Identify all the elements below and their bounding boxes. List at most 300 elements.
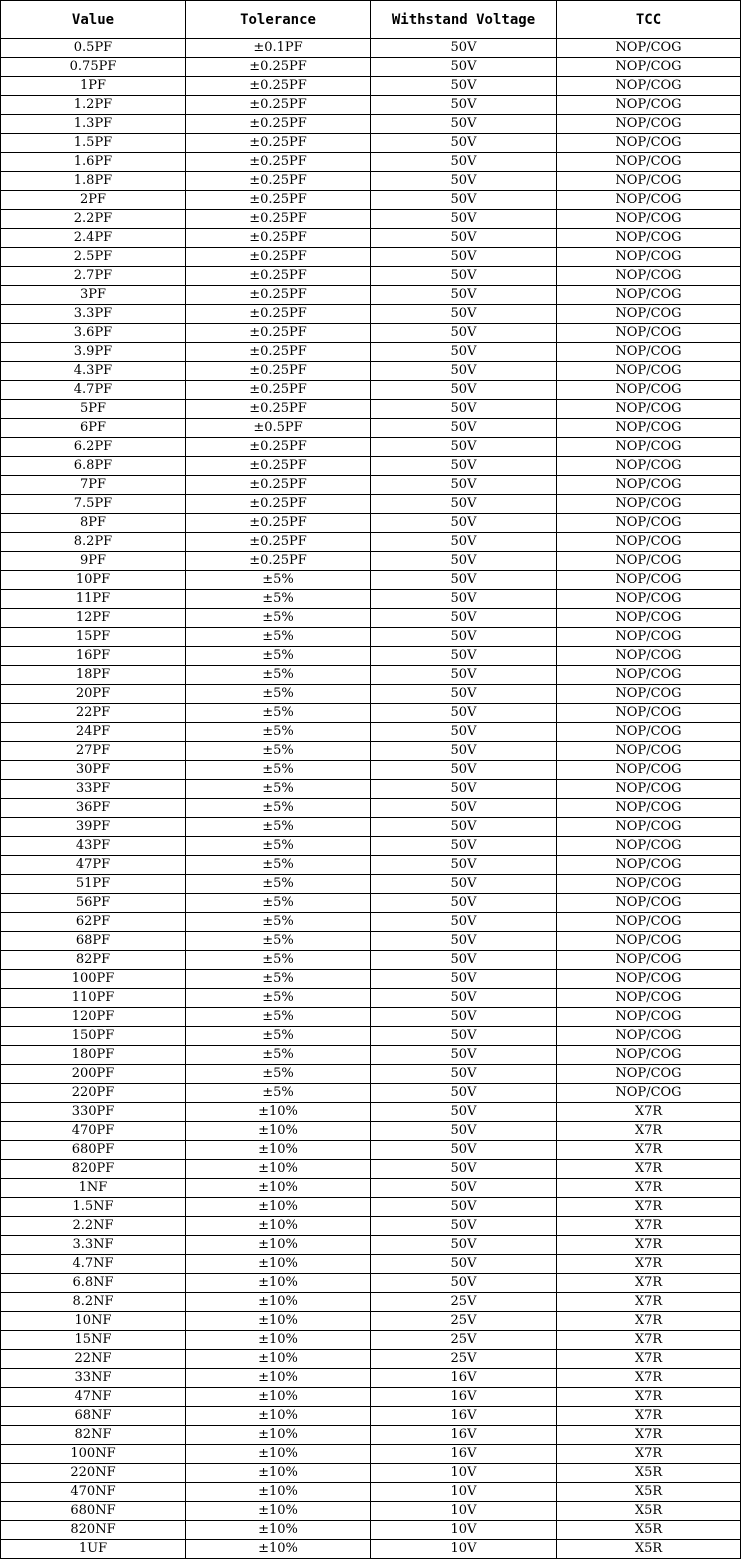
table-row bbox=[1, 1255, 741, 1274]
cell-tolerance: ±10% bbox=[186, 1445, 371, 1464]
cell-tcc: X5R bbox=[557, 1483, 741, 1502]
cell-tolerance: ±10% bbox=[186, 1293, 371, 1312]
cell-withstand-voltage: 25V bbox=[371, 1293, 557, 1312]
table-row bbox=[1, 780, 741, 799]
cell-tolerance: ±0.25PF bbox=[186, 115, 371, 134]
table-row bbox=[1, 495, 741, 514]
cell-withstand-voltage: 50V bbox=[371, 1046, 557, 1065]
cell-tcc: NOP/COG bbox=[557, 267, 741, 286]
cell-tolerance: ±10% bbox=[186, 1483, 371, 1502]
table-row bbox=[1, 1198, 741, 1217]
cell-value: 4.7NF bbox=[1, 1255, 186, 1274]
cell-value: 100PF bbox=[1, 970, 186, 989]
cell-tolerance: ±0.25PF bbox=[186, 191, 371, 210]
table-row bbox=[1, 1407, 741, 1426]
cell-tolerance: ±0.25PF bbox=[186, 58, 371, 77]
cell-tolerance: ±10% bbox=[186, 1388, 371, 1407]
cell-value: 33NF bbox=[1, 1369, 186, 1388]
cell-tcc: NOP/COG bbox=[557, 514, 741, 533]
table-row bbox=[1, 970, 741, 989]
cell-value: 62PF bbox=[1, 913, 186, 932]
cell-withstand-voltage: 25V bbox=[371, 1312, 557, 1331]
cell-value: 10PF bbox=[1, 571, 186, 590]
cell-withstand-voltage: 50V bbox=[371, 248, 557, 267]
cell-tolerance: ±10% bbox=[186, 1179, 371, 1198]
cell-value: 3PF bbox=[1, 286, 186, 305]
cell-tcc: NOP/COG bbox=[557, 419, 741, 438]
cell-tcc: NOP/COG bbox=[557, 476, 741, 495]
table-row bbox=[1, 1236, 741, 1255]
cell-tolerance: ±10% bbox=[186, 1502, 371, 1521]
cell-tolerance: ±10% bbox=[186, 1464, 371, 1483]
table-row bbox=[1, 1046, 741, 1065]
cell-tcc: NOP/COG bbox=[557, 533, 741, 552]
cell-withstand-voltage: 50V bbox=[371, 457, 557, 476]
table-row bbox=[1, 1350, 741, 1369]
table-row bbox=[1, 590, 741, 609]
cell-value: 5PF bbox=[1, 400, 186, 419]
table-row bbox=[1, 1217, 741, 1236]
cell-tolerance: ±10% bbox=[186, 1540, 371, 1559]
cell-tcc: X7R bbox=[557, 1445, 741, 1464]
table-row bbox=[1, 875, 741, 894]
cell-tolerance: ±0.1PF bbox=[186, 39, 371, 58]
cell-tolerance: ±0.25PF bbox=[186, 96, 371, 115]
cell-tcc: X7R bbox=[557, 1255, 741, 1274]
table-row bbox=[1, 533, 741, 552]
cell-tolerance: ±10% bbox=[186, 1236, 371, 1255]
cell-tolerance: ±10% bbox=[186, 1312, 371, 1331]
table-row bbox=[1, 1065, 741, 1084]
cell-tcc: NOP/COG bbox=[557, 400, 741, 419]
cell-value: 10NF bbox=[1, 1312, 186, 1331]
cell-withstand-voltage: 10V bbox=[371, 1483, 557, 1502]
cell-value: 470PF bbox=[1, 1122, 186, 1141]
table-row bbox=[1, 1483, 741, 1502]
cell-withstand-voltage: 16V bbox=[371, 1388, 557, 1407]
table-row bbox=[1, 381, 741, 400]
table-row bbox=[1, 666, 741, 685]
cell-value: 24PF bbox=[1, 723, 186, 742]
table-row bbox=[1, 39, 741, 58]
cell-tolerance: ±0.25PF bbox=[186, 495, 371, 514]
header-tolerance: Tolerance bbox=[186, 1, 371, 39]
cell-tolerance: ±5% bbox=[186, 780, 371, 799]
cell-tolerance: ±5% bbox=[186, 989, 371, 1008]
cell-withstand-voltage: 50V bbox=[371, 856, 557, 875]
cell-tcc: NOP/COG bbox=[557, 552, 741, 571]
table-row bbox=[1, 286, 741, 305]
cell-value: 2.2NF bbox=[1, 1217, 186, 1236]
cell-withstand-voltage: 16V bbox=[371, 1426, 557, 1445]
table-row bbox=[1, 362, 741, 381]
cell-tolerance: ±5% bbox=[186, 1065, 371, 1084]
table-row bbox=[1, 837, 741, 856]
cell-value: 6.8NF bbox=[1, 1274, 186, 1293]
cell-tolerance: ±10% bbox=[186, 1198, 371, 1217]
cell-tcc: X5R bbox=[557, 1521, 741, 1540]
table-row bbox=[1, 457, 741, 476]
cell-tolerance: ±0.25PF bbox=[186, 153, 371, 172]
cell-value: 3.6PF bbox=[1, 324, 186, 343]
cell-tolerance: ±5% bbox=[186, 875, 371, 894]
table-row bbox=[1, 1141, 741, 1160]
cell-tcc: X5R bbox=[557, 1464, 741, 1483]
cell-value: 220NF bbox=[1, 1464, 186, 1483]
cell-tolerance: ±5% bbox=[186, 1084, 371, 1103]
cell-withstand-voltage: 50V bbox=[371, 324, 557, 343]
cell-withstand-voltage: 16V bbox=[371, 1407, 557, 1426]
header-row bbox=[1, 1, 741, 39]
cell-tcc: NOP/COG bbox=[557, 799, 741, 818]
table-row bbox=[1, 476, 741, 495]
cell-withstand-voltage: 50V bbox=[371, 837, 557, 856]
cell-withstand-voltage: 50V bbox=[371, 191, 557, 210]
cell-tolerance: ±0.25PF bbox=[186, 381, 371, 400]
cell-value: 7.5PF bbox=[1, 495, 186, 514]
cell-tolerance: ±5% bbox=[186, 856, 371, 875]
table-row bbox=[1, 134, 741, 153]
cell-tolerance: ±0.25PF bbox=[186, 343, 371, 362]
cell-withstand-voltage: 50V bbox=[371, 1122, 557, 1141]
cell-tcc: NOP/COG bbox=[557, 305, 741, 324]
cell-tcc: X7R bbox=[557, 1426, 741, 1445]
cell-withstand-voltage: 50V bbox=[371, 875, 557, 894]
cell-value: 2.2PF bbox=[1, 210, 186, 229]
header-value: Value bbox=[1, 1, 186, 39]
cell-value: 1NF bbox=[1, 1179, 186, 1198]
cell-withstand-voltage: 50V bbox=[371, 134, 557, 153]
cell-tcc: X7R bbox=[557, 1217, 741, 1236]
cell-tolerance: ±5% bbox=[186, 685, 371, 704]
cell-tolerance: ±5% bbox=[186, 628, 371, 647]
cell-tolerance: ±5% bbox=[186, 837, 371, 856]
cell-value: 9PF bbox=[1, 552, 186, 571]
cell-value: 150PF bbox=[1, 1027, 186, 1046]
cell-tolerance: ±5% bbox=[186, 799, 371, 818]
cell-withstand-voltage: 50V bbox=[371, 400, 557, 419]
cell-tolerance: ±10% bbox=[186, 1521, 371, 1540]
cell-tolerance: ±0.25PF bbox=[186, 457, 371, 476]
table-row bbox=[1, 1388, 741, 1407]
cell-value: 7PF bbox=[1, 476, 186, 495]
cell-tcc: X7R bbox=[557, 1198, 741, 1217]
header-tcc: TCC bbox=[557, 1, 741, 39]
cell-value: 20PF bbox=[1, 685, 186, 704]
cell-tolerance: ±0.25PF bbox=[186, 210, 371, 229]
cell-tcc: X7R bbox=[557, 1312, 741, 1331]
cell-tolerance: ±5% bbox=[186, 666, 371, 685]
cell-tcc: NOP/COG bbox=[557, 989, 741, 1008]
cell-tcc: NOP/COG bbox=[557, 951, 741, 970]
cell-withstand-voltage: 50V bbox=[371, 39, 557, 58]
table-row bbox=[1, 685, 741, 704]
cell-tcc: NOP/COG bbox=[557, 1065, 741, 1084]
cell-tolerance: ±0.25PF bbox=[186, 286, 371, 305]
cell-value: 82PF bbox=[1, 951, 186, 970]
cell-tcc: NOP/COG bbox=[557, 1046, 741, 1065]
table-row bbox=[1, 1312, 741, 1331]
cell-tcc: X5R bbox=[557, 1540, 741, 1559]
cell-withstand-voltage: 50V bbox=[371, 970, 557, 989]
table-row bbox=[1, 989, 741, 1008]
cell-value: 3.3NF bbox=[1, 1236, 186, 1255]
cell-value: 1.5NF bbox=[1, 1198, 186, 1217]
table-row bbox=[1, 628, 741, 647]
cell-withstand-voltage: 50V bbox=[371, 1160, 557, 1179]
cell-tolerance: ±10% bbox=[186, 1217, 371, 1236]
cell-tolerance: ±0.25PF bbox=[186, 438, 371, 457]
cell-withstand-voltage: 50V bbox=[371, 172, 557, 191]
cell-tcc: X7R bbox=[557, 1160, 741, 1179]
cell-withstand-voltage: 50V bbox=[371, 932, 557, 951]
table-row bbox=[1, 1179, 741, 1198]
cell-value: 220PF bbox=[1, 1084, 186, 1103]
cell-withstand-voltage: 50V bbox=[371, 742, 557, 761]
cell-value: 2.7PF bbox=[1, 267, 186, 286]
table-row bbox=[1, 172, 741, 191]
cell-tcc: NOP/COG bbox=[557, 628, 741, 647]
cell-tcc: NOP/COG bbox=[557, 647, 741, 666]
cell-tcc: NOP/COG bbox=[557, 856, 741, 875]
cell-value: 1.5PF bbox=[1, 134, 186, 153]
cell-tolerance: ±10% bbox=[186, 1122, 371, 1141]
cell-tolerance: ±10% bbox=[186, 1255, 371, 1274]
cell-tcc: X7R bbox=[557, 1369, 741, 1388]
cell-tolerance: ±5% bbox=[186, 609, 371, 628]
cell-tcc: NOP/COG bbox=[557, 210, 741, 229]
table-row bbox=[1, 951, 741, 970]
cell-tcc: X7R bbox=[557, 1293, 741, 1312]
cell-withstand-voltage: 50V bbox=[371, 1274, 557, 1293]
cell-withstand-voltage: 50V bbox=[371, 1008, 557, 1027]
table-row bbox=[1, 704, 741, 723]
cell-tcc: NOP/COG bbox=[557, 704, 741, 723]
cell-tcc: NOP/COG bbox=[557, 77, 741, 96]
cell-value: 200PF bbox=[1, 1065, 186, 1084]
cell-withstand-voltage: 50V bbox=[371, 305, 557, 324]
cell-tolerance: ±5% bbox=[186, 894, 371, 913]
header-withstand-voltage: Withstand Voltage bbox=[371, 1, 557, 39]
cell-withstand-voltage: 50V bbox=[371, 1103, 557, 1122]
table-row bbox=[1, 77, 741, 96]
cell-value: 27PF bbox=[1, 742, 186, 761]
cell-tolerance: ±5% bbox=[186, 932, 371, 951]
cell-value: 1.8PF bbox=[1, 172, 186, 191]
cell-tcc: NOP/COG bbox=[557, 324, 741, 343]
cell-withstand-voltage: 10V bbox=[371, 1540, 557, 1559]
table-row bbox=[1, 1084, 741, 1103]
cell-tcc: X7R bbox=[557, 1350, 741, 1369]
cell-withstand-voltage: 50V bbox=[371, 514, 557, 533]
cell-withstand-voltage: 50V bbox=[371, 153, 557, 172]
table-row bbox=[1, 305, 741, 324]
cell-value: 1.6PF bbox=[1, 153, 186, 172]
cell-withstand-voltage: 50V bbox=[371, 989, 557, 1008]
cell-withstand-voltage: 50V bbox=[371, 210, 557, 229]
cell-tolerance: ±0.25PF bbox=[186, 324, 371, 343]
cell-withstand-voltage: 50V bbox=[371, 381, 557, 400]
table-row bbox=[1, 571, 741, 590]
cell-tolerance: ±0.25PF bbox=[186, 514, 371, 533]
cell-value: 22PF bbox=[1, 704, 186, 723]
cell-withstand-voltage: 50V bbox=[371, 267, 557, 286]
cell-withstand-voltage: 50V bbox=[371, 628, 557, 647]
cell-value: 11PF bbox=[1, 590, 186, 609]
cell-value: 68PF bbox=[1, 932, 186, 951]
cell-tcc: NOP/COG bbox=[557, 248, 741, 267]
cell-withstand-voltage: 50V bbox=[371, 115, 557, 134]
cell-tcc: X7R bbox=[557, 1103, 741, 1122]
cell-tolerance: ±0.25PF bbox=[186, 172, 371, 191]
cell-withstand-voltage: 50V bbox=[371, 590, 557, 609]
cell-value: 1UF bbox=[1, 1540, 186, 1559]
table-row bbox=[1, 96, 741, 115]
cell-tcc: NOP/COG bbox=[557, 134, 741, 153]
cell-value: 4.3PF bbox=[1, 362, 186, 381]
table-row bbox=[1, 552, 741, 571]
table-row bbox=[1, 799, 741, 818]
cell-tcc: NOP/COG bbox=[557, 58, 741, 77]
cell-withstand-voltage: 50V bbox=[371, 438, 557, 457]
cell-withstand-voltage: 10V bbox=[371, 1464, 557, 1483]
cell-tolerance: ±5% bbox=[186, 1008, 371, 1027]
cell-tcc: NOP/COG bbox=[557, 913, 741, 932]
table-row bbox=[1, 1521, 741, 1540]
cell-withstand-voltage: 50V bbox=[371, 1217, 557, 1236]
table-row bbox=[1, 1122, 741, 1141]
table-row bbox=[1, 1008, 741, 1027]
table-row bbox=[1, 267, 741, 286]
cell-tolerance: ±5% bbox=[186, 704, 371, 723]
table-row bbox=[1, 514, 741, 533]
cell-value: 100NF bbox=[1, 1445, 186, 1464]
table-row bbox=[1, 609, 741, 628]
table-row bbox=[1, 324, 741, 343]
cell-value: 82NF bbox=[1, 1426, 186, 1445]
cell-withstand-voltage: 50V bbox=[371, 1084, 557, 1103]
cell-tcc: NOP/COG bbox=[557, 495, 741, 514]
table-row bbox=[1, 1426, 741, 1445]
cell-tcc: NOP/COG bbox=[557, 457, 741, 476]
cell-value: 39PF bbox=[1, 818, 186, 837]
cell-value: 30PF bbox=[1, 761, 186, 780]
cell-value: 6.8PF bbox=[1, 457, 186, 476]
cell-value: 110PF bbox=[1, 989, 186, 1008]
cell-tolerance: ±5% bbox=[186, 723, 371, 742]
cell-tolerance: ±0.25PF bbox=[186, 533, 371, 552]
table-row bbox=[1, 742, 741, 761]
table-body bbox=[1, 39, 741, 1559]
cell-value: 56PF bbox=[1, 894, 186, 913]
table-row bbox=[1, 1160, 741, 1179]
cell-value: 8.2NF bbox=[1, 1293, 186, 1312]
cell-tolerance: ±5% bbox=[186, 913, 371, 932]
cell-tolerance: ±0.25PF bbox=[186, 248, 371, 267]
cell-tolerance: ±5% bbox=[186, 742, 371, 761]
cell-tolerance: ±0.25PF bbox=[186, 400, 371, 419]
cell-tcc: NOP/COG bbox=[557, 875, 741, 894]
cell-value: 8.2PF bbox=[1, 533, 186, 552]
table-row bbox=[1, 438, 741, 457]
cell-tolerance: ±5% bbox=[186, 951, 371, 970]
table-row bbox=[1, 818, 741, 837]
table-row bbox=[1, 153, 741, 172]
cell-value: 12PF bbox=[1, 609, 186, 628]
cell-withstand-voltage: 50V bbox=[371, 951, 557, 970]
cell-tcc: X7R bbox=[557, 1331, 741, 1350]
cell-withstand-voltage: 50V bbox=[371, 818, 557, 837]
table-row bbox=[1, 229, 741, 248]
cell-tolerance: ±0.25PF bbox=[186, 476, 371, 495]
table-row bbox=[1, 1331, 741, 1350]
cell-value: 18PF bbox=[1, 666, 186, 685]
cell-tolerance: ±10% bbox=[186, 1407, 371, 1426]
cell-withstand-voltage: 50V bbox=[371, 780, 557, 799]
cell-tcc: NOP/COG bbox=[557, 894, 741, 913]
cell-tcc: NOP/COG bbox=[557, 571, 741, 590]
cell-withstand-voltage: 50V bbox=[371, 666, 557, 685]
cell-tcc: NOP/COG bbox=[557, 685, 741, 704]
cell-withstand-voltage: 50V bbox=[371, 533, 557, 552]
cell-withstand-voltage: 50V bbox=[371, 761, 557, 780]
table-row bbox=[1, 1027, 741, 1046]
cell-withstand-voltage: 50V bbox=[371, 419, 557, 438]
cell-tcc: X5R bbox=[557, 1502, 741, 1521]
cell-tcc: NOP/COG bbox=[557, 286, 741, 305]
cell-value: 2.4PF bbox=[1, 229, 186, 248]
cell-value: 22NF bbox=[1, 1350, 186, 1369]
cell-value: 6PF bbox=[1, 419, 186, 438]
cell-tolerance: ±5% bbox=[186, 647, 371, 666]
cell-withstand-voltage: 50V bbox=[371, 343, 557, 362]
cell-tcc: NOP/COG bbox=[557, 609, 741, 628]
cell-value: 120PF bbox=[1, 1008, 186, 1027]
cell-value: 820PF bbox=[1, 1160, 186, 1179]
cell-withstand-voltage: 50V bbox=[371, 647, 557, 666]
cell-withstand-voltage: 50V bbox=[371, 1065, 557, 1084]
cell-value: 43PF bbox=[1, 837, 186, 856]
cell-tolerance: ±10% bbox=[186, 1426, 371, 1445]
cell-withstand-voltage: 25V bbox=[371, 1350, 557, 1369]
cell-tcc: NOP/COG bbox=[557, 742, 741, 761]
cell-tolerance: ±0.25PF bbox=[186, 77, 371, 96]
cell-tcc: NOP/COG bbox=[557, 1027, 741, 1046]
table-row bbox=[1, 894, 741, 913]
cell-withstand-voltage: 50V bbox=[371, 1255, 557, 1274]
cell-tcc: X7R bbox=[557, 1388, 741, 1407]
cell-tcc: NOP/COG bbox=[557, 837, 741, 856]
cell-value: 680PF bbox=[1, 1141, 186, 1160]
cell-withstand-voltage: 50V bbox=[371, 286, 557, 305]
cell-tolerance: ±10% bbox=[186, 1274, 371, 1293]
cell-tolerance: ±5% bbox=[186, 818, 371, 837]
cell-value: 33PF bbox=[1, 780, 186, 799]
cell-tolerance: ±5% bbox=[186, 590, 371, 609]
cell-tolerance: ±5% bbox=[186, 1046, 371, 1065]
cell-withstand-voltage: 50V bbox=[371, 96, 557, 115]
cell-tcc: NOP/COG bbox=[557, 1008, 741, 1027]
cell-tcc: NOP/COG bbox=[557, 153, 741, 172]
cell-withstand-voltage: 50V bbox=[371, 362, 557, 381]
cell-withstand-voltage: 50V bbox=[371, 723, 557, 742]
cell-tolerance: ±10% bbox=[186, 1369, 371, 1388]
cell-tcc: NOP/COG bbox=[557, 362, 741, 381]
cell-tcc: NOP/COG bbox=[557, 932, 741, 951]
table-row bbox=[1, 248, 741, 267]
cell-tcc: NOP/COG bbox=[557, 343, 741, 362]
cell-withstand-voltage: 25V bbox=[371, 1331, 557, 1350]
